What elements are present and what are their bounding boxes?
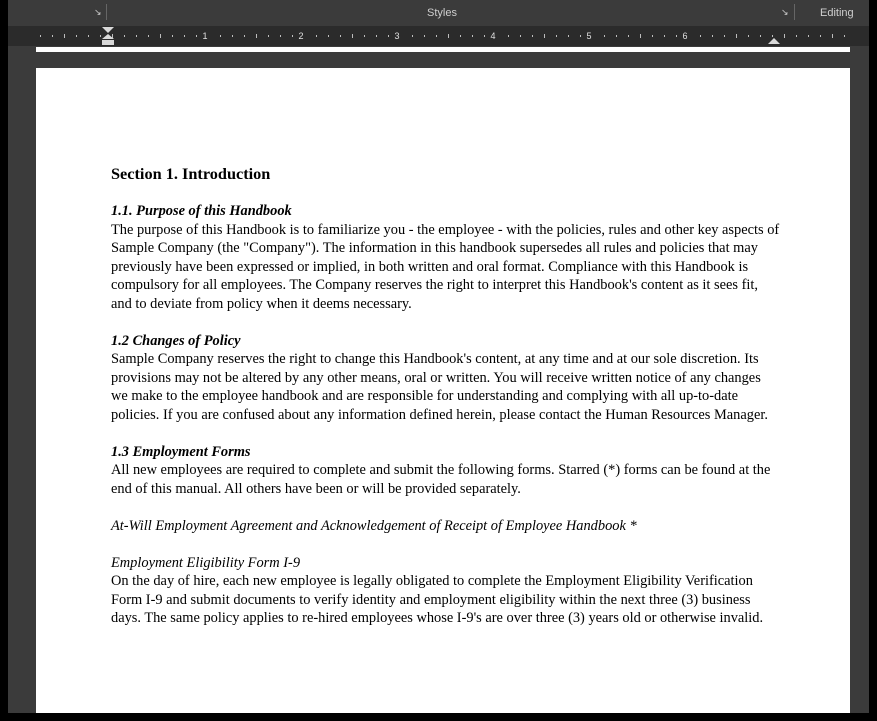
spacer bbox=[111, 424, 781, 443]
ruler-tick bbox=[124, 35, 125, 37]
ruler-number: 2 bbox=[298, 31, 304, 41]
ruler-tick bbox=[796, 35, 797, 37]
ruler-tick bbox=[340, 35, 341, 37]
ruler-tick bbox=[616, 35, 617, 37]
ruler-tick bbox=[268, 35, 269, 37]
word-window bbox=[8, 0, 869, 713]
heading-changes-of-policy: 1.2 Changes of Policy bbox=[111, 332, 241, 349]
ruler-tick bbox=[736, 34, 737, 38]
ruler-tick bbox=[712, 35, 713, 37]
paragraph-form-i9: On the day of hire, each new employee is legally obligated to complete the Employment Eligibility Verification Form I-9 and submit documents to verify identity and employment eligibility within the next three (3) business days. The same policy applies to re-hired employees whose I-9's are over three (3) years old or otherwise invalid. bbox=[111, 573, 764, 626]
ruler-tick bbox=[760, 35, 761, 37]
section-title: Section 1. Introduction bbox=[111, 164, 271, 183]
document-page[interactable] bbox=[36, 68, 850, 713]
ruler-tick bbox=[280, 35, 281, 37]
ruler-tick bbox=[472, 35, 473, 37]
page-top-edge bbox=[36, 47, 850, 52]
ribbon-group-labels bbox=[8, 0, 869, 24]
ribbon-divider bbox=[794, 4, 795, 20]
spacer bbox=[111, 498, 781, 517]
form-at-will-agreement: At-Will Employment Agreement and Acknowledgement of Receipt of Employee Handbook * bbox=[111, 517, 637, 534]
ruler-tick bbox=[76, 35, 77, 37]
styles-group-label: Styles bbox=[427, 7, 457, 19]
ruler-tick bbox=[832, 34, 833, 38]
ruler-tick bbox=[700, 35, 701, 37]
ruler-number: 6 bbox=[682, 31, 688, 41]
ruler-tick bbox=[604, 35, 605, 37]
paragraph-changes-of-policy: Sample Company reserves the right to change this Handbook's content, at any time and at our sole discretion. Its provisions may not be altered by any other means, oral or written. You will receive written notice of any changes we make to the employee handbook and are responsible for understanding and complying with all up-to-date policies. If you are confused about any information defined herein, please contact the Human Resources Manager. bbox=[111, 351, 768, 423]
ruler-tick bbox=[532, 35, 533, 37]
ruler-number: 5 bbox=[586, 31, 592, 41]
ruler-tick bbox=[40, 35, 41, 37]
ruler-tick bbox=[412, 35, 413, 37]
ruler-tick bbox=[232, 35, 233, 37]
ruler-tick bbox=[256, 34, 257, 38]
ruler-tick bbox=[808, 35, 809, 37]
ruler-tick bbox=[724, 35, 725, 37]
ruler-tick bbox=[292, 35, 293, 37]
ruler-tick bbox=[556, 35, 557, 37]
ruler-tick bbox=[484, 35, 485, 37]
ruler-tick bbox=[424, 35, 425, 37]
ruler-tick bbox=[580, 35, 581, 37]
ruler-tick bbox=[448, 34, 449, 38]
ruler-tick bbox=[160, 34, 161, 38]
ruler-tick bbox=[136, 35, 137, 37]
ruler-tick bbox=[244, 35, 245, 37]
ruler-number: 3 bbox=[394, 31, 400, 41]
editing-group-label[interactable]: Editing bbox=[820, 7, 854, 19]
dialog-launcher-icon[interactable]: ↘ bbox=[94, 7, 102, 17]
paragraph-purpose: The purpose of this Handbook is to familiarize you - the employee - with the policies, rules and other key aspects of Sample Company (the "Company"). The information in this handbook supersedes all rules and policies that may previously have been expressed or implied, in both written and oral format. Compliance with this Handbook is compulsory for all employees. The Company reserves the right to interpret this Handbook's content as it sees fit, and to deviate from policy when it deems necessary. bbox=[111, 221, 780, 312]
ruler-tick bbox=[652, 35, 653, 37]
ruler-tick bbox=[316, 35, 317, 37]
spacer bbox=[111, 535, 781, 554]
ruler-tick bbox=[220, 35, 221, 37]
paragraph-employment-forms: All new employees are required to complete and submit the following forms. Starred (*) forms can be found at the end of this manual. All others have been or will be provided separately. bbox=[111, 462, 771, 497]
ruler-tick bbox=[676, 35, 677, 37]
ribbon-divider bbox=[106, 4, 107, 20]
ruler-tick bbox=[148, 35, 149, 37]
ruler-tick bbox=[520, 35, 521, 37]
ruler-tick bbox=[844, 35, 845, 37]
ruler-tick bbox=[820, 35, 821, 37]
ruler-number: 4 bbox=[490, 31, 496, 41]
ruler-tick bbox=[352, 34, 353, 38]
heading-purpose: 1.1. Purpose of this Handbook bbox=[111, 203, 292, 219]
ruler-tick bbox=[388, 35, 389, 37]
styles-dialog-launcher-icon[interactable]: ↘ bbox=[781, 7, 789, 17]
ruler-tick bbox=[628, 35, 629, 37]
ruler-tick bbox=[196, 35, 197, 37]
ruler-tick bbox=[460, 35, 461, 37]
ruler-strip bbox=[36, 30, 848, 42]
ruler-tick bbox=[748, 35, 749, 37]
ruler-tick bbox=[376, 35, 377, 37]
ruler-number: 1 bbox=[202, 31, 208, 41]
ruler-tick bbox=[184, 35, 185, 37]
page-content[interactable] bbox=[111, 164, 781, 628]
ruler-tick bbox=[100, 35, 101, 37]
ruler-tick bbox=[88, 35, 89, 37]
spacer bbox=[111, 313, 781, 332]
ruler-tick bbox=[664, 35, 665, 37]
ruler-tick bbox=[64, 34, 65, 38]
ruler-tick bbox=[568, 35, 569, 37]
form-i9-title: Employment Eligibility Form I-9 bbox=[111, 554, 301, 571]
horizontal-ruler[interactable] bbox=[8, 26, 869, 46]
ruler-tick bbox=[364, 35, 365, 37]
ruler-tick bbox=[328, 35, 329, 37]
ruler-tick bbox=[172, 35, 173, 37]
left-indent-marker-icon[interactable] bbox=[102, 27, 114, 45]
ruler-tick bbox=[52, 35, 53, 37]
ruler-tick bbox=[544, 34, 545, 38]
ruler-tick bbox=[640, 34, 641, 38]
ruler-tick bbox=[436, 35, 437, 37]
ruler-tick bbox=[784, 34, 785, 38]
ruler-tick bbox=[508, 35, 509, 37]
heading-employment-forms: 1.3 Employment Forms bbox=[111, 443, 251, 460]
